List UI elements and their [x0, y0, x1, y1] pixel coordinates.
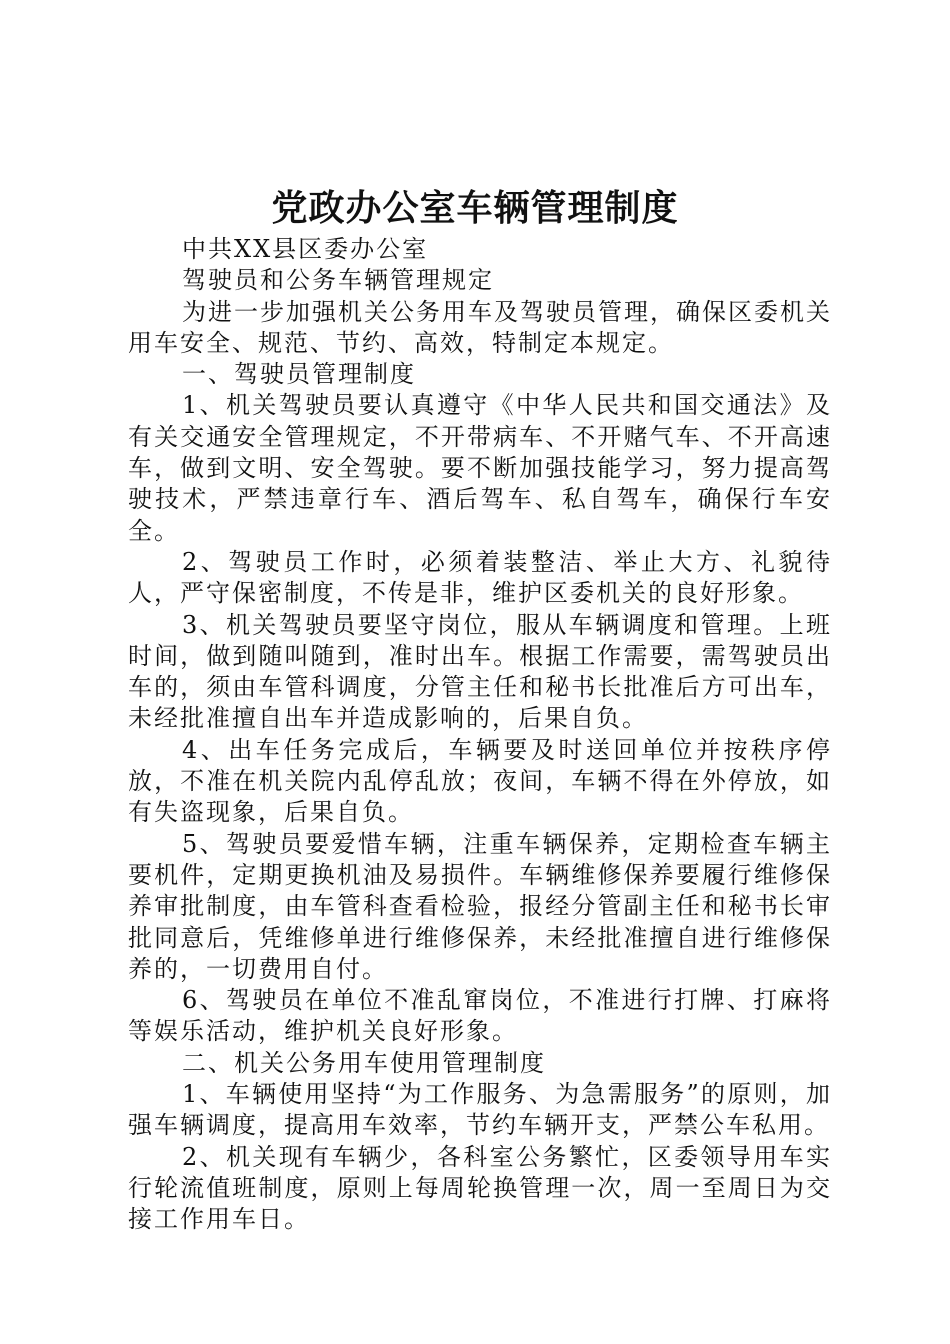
document-body — [128, 234, 832, 1236]
document-title: 党政办公室车辆管理制度 — [271, 187, 679, 229]
rule-paragraph: 2、机关现有车辆少，各科室公务繁忙，区委领导用车实行轮流值班制度，原则上每周轮换管理一次，周一至周日为交接工作用车日。 — [128, 1142, 832, 1234]
rule-paragraph: 3、机关驾驶员要坚守岗位，服从车辆调度和管理。上班时间，做到随叫随到，准时出车。根据工作需要，需驾驶员出车的，须由车管科调度，分管主任和秘书长批准后方可出车，未经批准擅自出车并造成影响的，后果自负。 — [128, 610, 832, 733]
rule-paragraph: 4、出车任务完成后，车辆要及时送回单位并按秩序停放，不准在机关院内乱停乱放；夜间，车辆不得在外停放，如有失盗现象，后果自负。 — [128, 735, 832, 827]
section-heading-1: 一、驾驶员管理制度 — [182, 360, 416, 389]
intro-paragraph: 为进一步加强机关公务用车及驾驶员管理，确保区委机关用车安全、规范、节约、高效，特制定本规定。 — [128, 297, 832, 357]
section-heading-2: 二、机关公务用车使用管理制度 — [182, 1048, 546, 1077]
subtitle-line: 驾驶员和公务车辆管理规定 — [182, 266, 494, 295]
rule-paragraph: 1、车辆使用坚持“为工作服务、为急需服务”的原则，加强车辆调度，提高用车效率，节约车辆开支，严禁公车私用。 — [128, 1080, 832, 1140]
issuer-line: 中共XX县区委办公室 — [182, 235, 429, 263]
rule-paragraph: 5、驾驶员要爱惜车辆，注重车辆保养，定期检查车辆主要机件，定期更换机油及易损件。车辆维修保养要履行维修保养审批制度，由车管科查看检验，报经分管副主任和秘书长审批同意后，凭维修单进行维修保养，未经批准擅自进行维修保养的，一切费用自付。 — [128, 829, 832, 983]
rule-paragraph: 6、驾驶员在单位不准乱窜岗位，不准进行打牌、打麻将等娱乐活动，维护机关良好形象。 — [128, 986, 832, 1046]
rule-paragraph: 2、驾驶员工作时，必须着装整洁、举止大方、礼貌待人，严守保密制度，不传是非，维护区委机关的良好形象。 — [128, 547, 832, 608]
rule-paragraph: 1、机关驾驶员要认真遵守《中华人民共和国交通法》及有关交通安全管理规定，不开带病车、不开赌气车、不开高速车，做到文明、安全驾驶。要不断加强技能学习，努力提高驾驶技术，严禁违章行车、酒后驾车、私自驾车，确保行车安全。 — [128, 391, 832, 545]
